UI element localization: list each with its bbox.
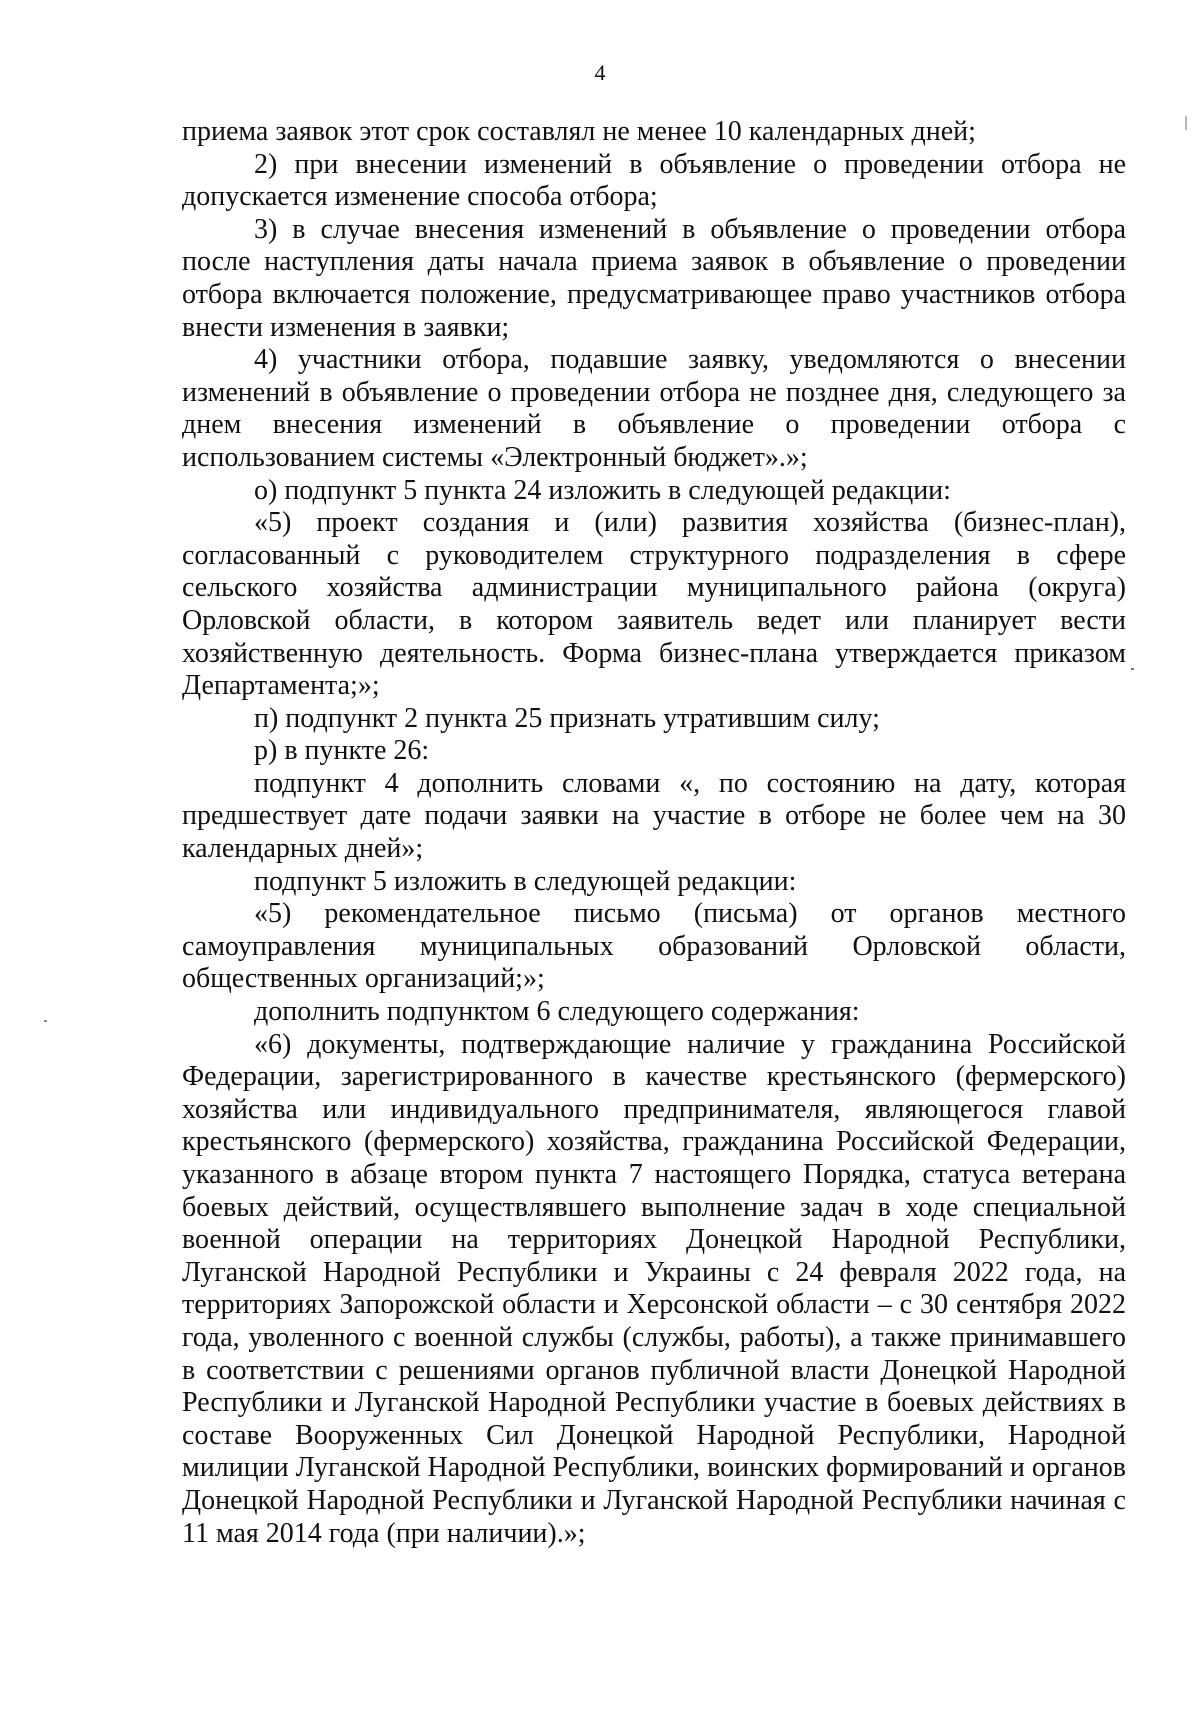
paragraph-subpoint-6-intro: дополнить подпунктом 6 следующего содержания: (254, 996, 860, 1028)
scan-artifact-dot (44, 1020, 47, 1022)
paragraph-continuation: приема заявок этот срок составлял не менее 10 календарных дней; (182, 116, 976, 147)
paragraph-subitem-p: п) подпункт 2 пункта 25 признать утратившим силу; (254, 702, 880, 734)
document-body (182, 116, 1126, 1550)
paragraph-subitem-r: р) в пункте 26: (254, 735, 430, 767)
paragraph-quote-5-business-plan: «5) проект создания и (или) развития хозяйства (бизнес-план), согласованный с руководителем структурного подразделения в сфере сельского хозяйства администрации муниципального района (округа) Орловской области, в котором заявитель ведет или планирует вести хозяйственную деятельность. Форма бизнес-плана утверждается приказом Департамента;»; (182, 507, 1126, 702)
page-number: 4 (594, 60, 606, 85)
scan-artifact-dot (1131, 668, 1134, 670)
scan-artifact-mark (1185, 116, 1187, 130)
paragraph-subitem-o: о) подпункт 5 пункта 24 изложить в следующей редакции: (254, 474, 951, 506)
paragraph-item-2: 2) при внесении изменений в объявление о проведении отбора не допускается изменение способа отбора; (182, 148, 1126, 213)
paragraph-subpoint-5-intro: подпункт 5 изложить в следующей редакции: (254, 865, 797, 897)
paragraph-quote-5-recommendation: «5) рекомендательное письмо (письма) от органов местного самоуправления муниципальных образований Орловской области, общественных организаций;»; (182, 898, 1126, 995)
paragraph-quote-6-documents: «6) документы, подтверждающие наличие у гражданина Российской Федерации, зарегистрированного в качестве крестьянского (фермерского) хозяйства или индивидуального предпринимателя, являющегося главой крестьянского (фермерского) хозяйства, гражданина Российской Федерации, указанного в абзаце втором пункта 7 настоящего Порядка, статуса ветерана боевых действий, осуществлявшего выполнение задач в ходе специальной военной операции на территориях Донецкой Народной Республики, Луганской Народной Республики и Украины с 24 февраля 2022 года, на территориях Запорожской области и Херсонской области – с 30 сентября 2022 года, уволенного с военной службы (службы, работы), а также принимавшего в соответствии с решениями органов публичной власти Донецкой Народной Республики и Луганской Народной Республики участие в боевых действиях в составе Вооруженных Сил Донецкой Народной Республики, Народной милиции Луганской Народной Республики, воинских формирований и органов Донецкой Народной Республики и Луганской Народной Республики начиная с 11 мая 2014 года (при наличии).»; (182, 1028, 1126, 1549)
paragraph-subpoint-4-addition: подпункт 4 дополнить словами «, по состоянию на дату, которая предшествует дате подачи заявки на участие в отборе не более чем на 30 календарных дней»; (182, 767, 1126, 865)
paragraph-item-3: 3) в случае внесения изменений в объявление о проведении отбора после наступления даты начала приема заявок в объявление о проведении отбора включается положение, предусматривающее право участников отбора внести изменения в заявки; (182, 213, 1126, 343)
paragraph-item-4: 4) участники отбора, подавшие заявку, уведомляются о внесении изменений в объявление о проведении отбора не позднее дня, следующего за днем внесения изменений в объявление о проведении отбора с использованием системы «Электронный бюджет».»; (182, 344, 1126, 473)
